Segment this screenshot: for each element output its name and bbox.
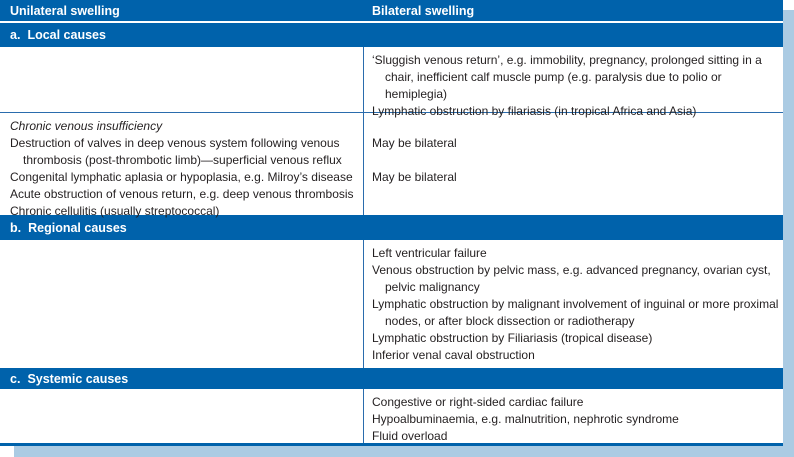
cell-line: Congenital lymphatic aplasia or hypoplasia, e.g. Milroy’s disease [10, 170, 353, 184]
cell-line: Chronic cellulitis (usually streptococcal) [10, 204, 220, 218]
section-label: Local causes [27, 28, 106, 42]
cell-local-bilateral [364, 47, 783, 118]
cell-line: Venous obstruction by pelvic mass, e.g. advanced pregnancy, ovarian cyst, pelvic malignancy [372, 263, 771, 294]
cell-line: Hypoalbuminaemia, e.g. malnutrition, nephrotic syndrome [372, 412, 679, 426]
cell-line: Fluid overload [372, 429, 448, 443]
row-local-causes [0, 47, 783, 118]
cell-venous-bilateral [364, 113, 783, 215]
cell-line: Chronic venous insufficiency [10, 119, 163, 133]
column-header-unilateral-swelling [0, 0, 364, 21]
cell-venous-unilateral [0, 113, 364, 218]
cell-systemic-bilateral [364, 389, 783, 443]
row-venous-insufficiency [0, 113, 783, 218]
cell-line: Destruction of valves in deep venous system following venous thrombosis (post-thrombotic limb)—superficial venous reflux [10, 136, 342, 167]
cell-line: ‘Sluggish venous return’, e.g. immobility, pregnancy, prolonged sitting in a chair, inefficient calf muscle pump (e.g. paralysis due to polio or hemiplegia) [372, 53, 762, 101]
section-label: Systemic causes [27, 371, 129, 386]
section-prefix: c. [10, 371, 21, 386]
cell-line: Lymphatic obstruction by filariasis (in tropical Africa and Asia) [372, 104, 697, 118]
cell-line: Lymphatic obstruction by Filiariasis (tropical disease) [372, 331, 653, 345]
cell-line: Acute obstruction of venous return, e.g. deep venous thrombosis [10, 187, 354, 201]
column-header-unilateral-label: Unilateral swelling [10, 3, 120, 18]
section-band-systemic-causes [0, 368, 783, 389]
cell-line: Congestive or right-sided cardiac failure [372, 395, 584, 409]
cell-regional-unilateral [0, 240, 364, 368]
column-header-bilateral-swelling [364, 0, 783, 21]
cell-line: Lymphatic obstruction by malignant involvement of inguinal or more proximal nodes, or after block dissection or radiotherapy [372, 297, 779, 328]
cell-regional-bilateral [364, 240, 783, 368]
section-prefix: a. [10, 28, 21, 42]
cell-line: Left ventricular failure [372, 246, 487, 260]
table-header-row [0, 0, 783, 21]
section-prefix: b. [10, 220, 22, 235]
row-systemic-causes [0, 389, 783, 443]
cell-systemic-unilateral [0, 389, 364, 443]
section-label: Regional causes [28, 220, 127, 235]
section-band-local-causes [0, 23, 783, 47]
cell-line: May be bilateral [372, 136, 457, 150]
column-header-bilateral-label: Bilateral swelling [372, 3, 475, 18]
row-regional-causes [0, 240, 783, 368]
cell-line: May be bilateral [372, 170, 457, 184]
cell-local-unilateral [0, 47, 364, 112]
cell-line: Inferior venal caval obstruction [372, 348, 535, 362]
